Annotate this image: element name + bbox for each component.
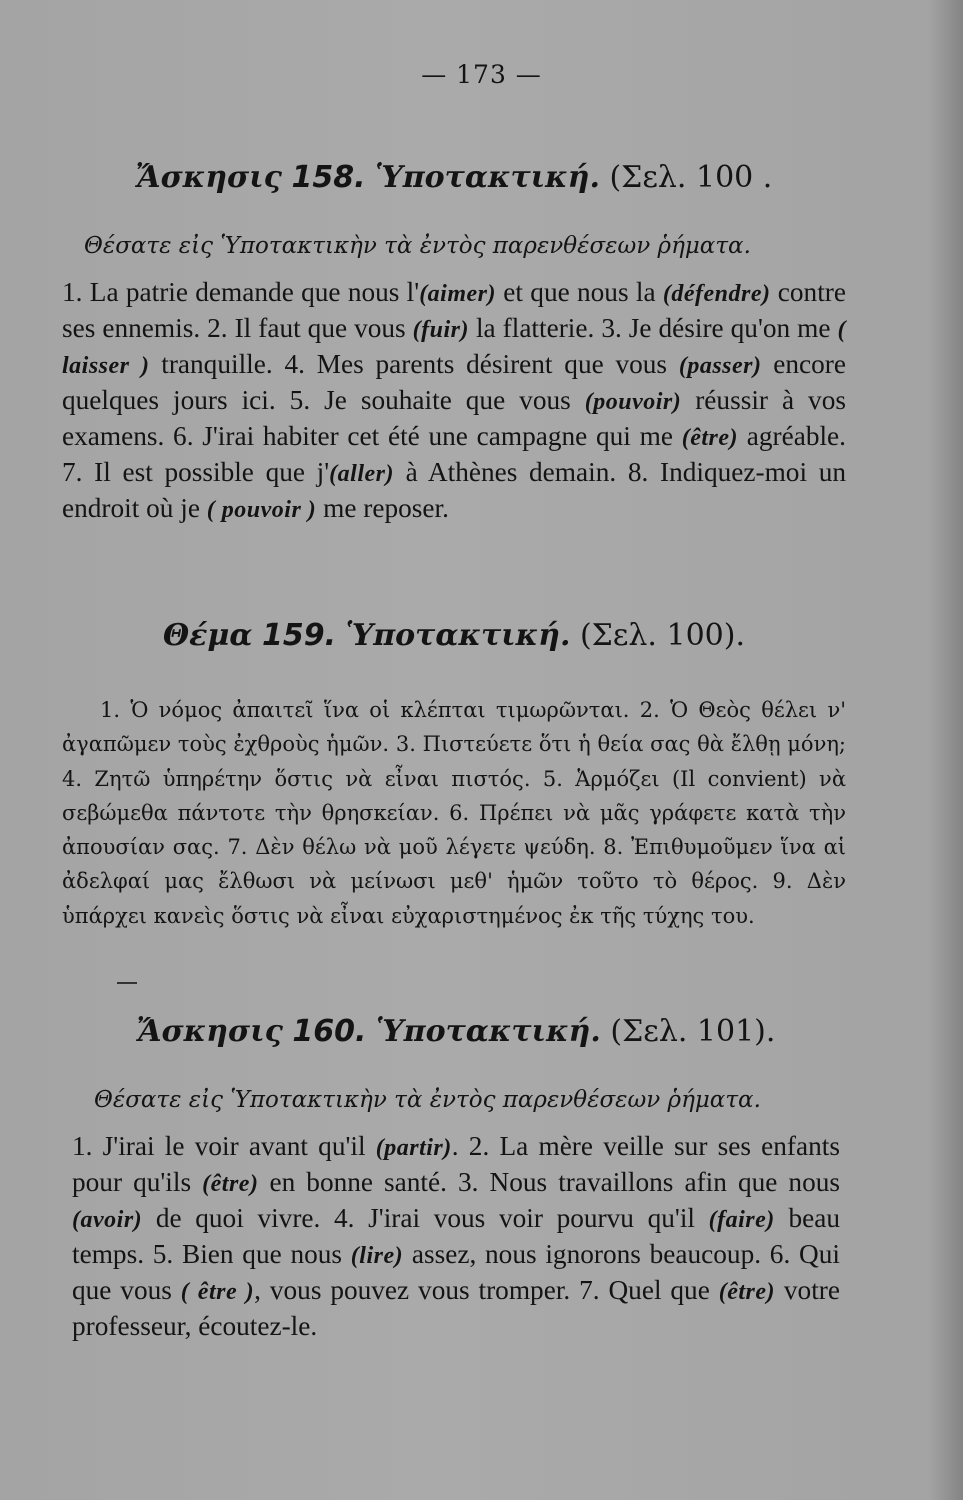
page-number: — 173 —	[421, 60, 542, 89]
exercise-158	[62, 160, 846, 527]
exercise-160-kind: Ὑποτακτική.	[375, 1014, 601, 1049]
exercise-158-number: 158.	[291, 160, 366, 195]
exercise-158-kind: Ὑποτακτική.	[375, 160, 600, 195]
theme-159-title: Θέμα	[163, 618, 253, 653]
theme-159-ref: (Σελ. 100).	[579, 618, 745, 653]
exercise-160	[72, 1014, 840, 1343]
exercise-160-heading	[72, 1014, 840, 1049]
exercise-160-title: Ἄσκησις	[136, 1014, 283, 1049]
exercise-158-heading	[62, 160, 846, 195]
theme-159	[62, 618, 846, 933]
theme-159-heading	[62, 618, 846, 653]
theme-159-text: 1. Ὁ νόμος ἀπαιτεῖ ἵνα οἱ κλέπται τιμωρῶνται. 2. Ὁ Θεὸς θέλει ν' ἀγαπῶμεν τοὺς ἐχθροὺς ἡμῶν. 3. Πιστεύετε ὅτι ἡ θεία σας θὰ ἔλθῃ μόνη; 4. Ζητῶ ὑπηρέτην ὅστις νὰ εἶναι πιστός. 5. Ἁρμόζει (Il convient) νὰ σεβώμεθα πάντοτε τὴν θρησκείαν. 6. Πρέπει νὰ μᾶς γράφετε κατὰ τὴν ἀπουσίαν σας. 7. Δὲν θέλω νὰ μοῦ λέγετε ψεύδη. 8. Ἐπιθυμοῦμεν ἵνα αἱ ἀδελφαί μας ἔλθωσι νὰ μείνωσι μεθ' ἡμῶν τοῦτο τὸ θέρος. 9. Δὲν ὑπάρχει κανεὶς ὅστις νὰ εἶναι εὐχαριστημένος ἐκ τῆς τύχης του.	[62, 698, 846, 928]
exercise-160-text: 1. J'irai le voir avant qu'il (partir). 2. La mère veille sur ses enfants pour qu'ils (être) en bonne santé. 3. Nous travaillons afin que nous (avoir) de quoi vivre. 4. J'irai vous voir pourvu qu'il (faire) beau temps. 5. Bien que nous (lire) assez, nous ignorons beaucoup. 6. Qui que vous ( être ), vous pouvez vous tromper. 7. Quel que (être) votre professeur, écoutez-le.	[72, 1131, 840, 1341]
exercise-158-text: 1. La patrie demande que nous l'(aimer) et que nous la (défendre) contre ses ennemis. 2. Il faut que vous (fuir) la flatterie. 3. Je désire qu'on me ( laisser ) tranquille. 4. Mes parents désirent que vous (passer) encore quelques jours ici. 5. Je souhaite que vous (pouvoir) réussir à vos examens. 6. J'irai habiter cet été une campagne qui me (être) agréable. 7. Il est possible que j'(aller) à Athènes demain. 8. Indiquez-moi un endroit où je ( pouvoir ) me reposer.	[62, 277, 847, 523]
separator-dash	[117, 982, 137, 984]
exercise-158-instruction: Θέσατε εἰς Ὑποτακτικὴν τὰ ἐντὸς παρενθέσεων ῥήματα.	[84, 233, 751, 259]
theme-159-kind: Ὑποτακτική.	[345, 618, 571, 653]
exercise-158-ref: (Σελ. 100 .	[609, 160, 773, 195]
exercise-160-number: 160.	[292, 1014, 367, 1049]
exercise-158-title: Ἄσκησις	[135, 160, 282, 195]
theme-159-number: 159.	[261, 618, 337, 653]
exercise-160-ref: (Σελ. 101).	[610, 1014, 776, 1049]
exercise-160-instruction: Θέσατε εἰς Ὑποτακτικὴν τὰ ἐντὸς παρενθέσεων ῥήματα.	[94, 1087, 761, 1113]
